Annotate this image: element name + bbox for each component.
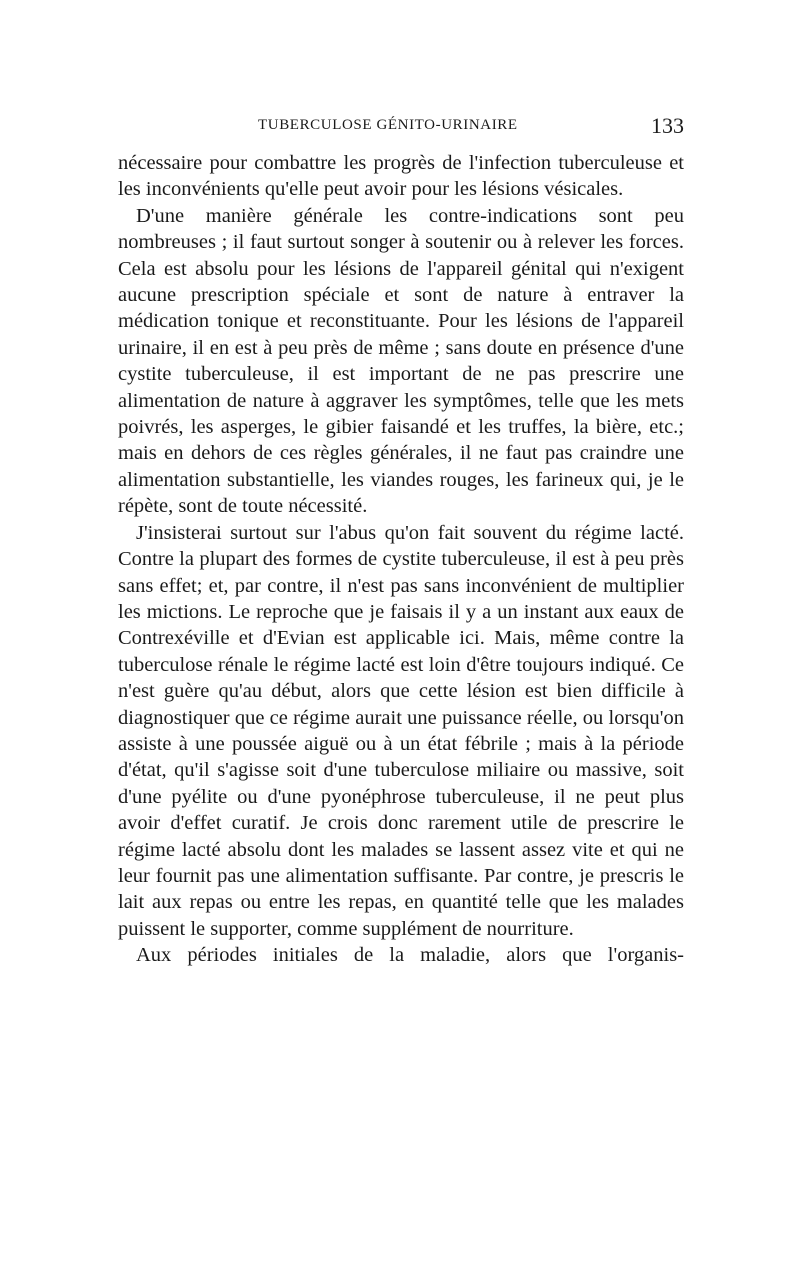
running-head: [118, 113, 684, 141]
page-number: 133: [651, 113, 684, 138]
paragraph-continuation: nécessaire pour combattre les progrès de l'infection tuberculeuse et les inconvénients qu'elle peut avoir pour les lésions vésicales.: [118, 152, 684, 201]
running-title: TUBERCULOSE GÉNITO-URINAIRE: [258, 117, 518, 133]
paragraph-regime-lacte: J'insisterai surtout sur l'abus qu'on fait souvent du régime lacté. Contre la plupart des formes de cystite tuberculeuse, il est à peu près sans effet; et, par contre, il n'est pas sans inconvénient de multiplier les mictions. Le reproche que je faisais il y a un instant aux eaux de Contrexéville et d'Evian est applicable ici. Mais, même contre la tuberculose rénale le régime lacté est loin d'être toujours indiqué. Ce n'est guère qu'au début, alors que cette lésion est bien difficile à diagnostiquer que ce régime aurait une puissance réelle, ou lorsqu'on assiste à une poussée aiguë ou à un état fébrile ; mais à la période d'état, qu'il s'agisse soit d'une tuberculose miliaire ou massive, soit d'une pyélite ou d'une pyonéphrose tuberculeuse, il ne peut plus avoir d'effet curatif. Je crois donc rarement utile de prescrire le régime lacté absolu dont les malades se lassent assez vite et qui ne leur fournit pas une alimentation suffisante. Par contre, je prescris le lait aux repas ou entre les repas, en quantité telle que les malades puissent le supporter, comme supplément de nourriture.: [118, 521, 684, 940]
body-text: [118, 150, 684, 969]
paragraph-contre-indications: D'une manière générale les contre-indications sont peu nombreuses ; il faut surtout songer à soutenir ou à relever les forces. Cela est absolu pour les lésions de l'appareil génital qui n'exigent aucune prescription spéciale et sont de nature à entraver la médication tonique et reconstituante. Pour les lésions de l'appareil urinaire, il en est à peu près de même ; sans doute en présence d'une cystite tuberculeuse, il est important de ne pas prescrire une alimentation de nature à aggraver les symptômes, telle que les mets poivrés, les asperges, le gibier faisandé et les truffes, la bière, etc.; mais en dehors de ces règles générales, il ne faut pas craindre une alimentation substantielle, les viandes rouges, les farineux qui, je le répète, sont de toute nécessité.: [118, 204, 684, 518]
paragraph-periodes-initiales: Aux périodes initiales de la maladie, alors que l'organis-: [136, 944, 684, 967]
